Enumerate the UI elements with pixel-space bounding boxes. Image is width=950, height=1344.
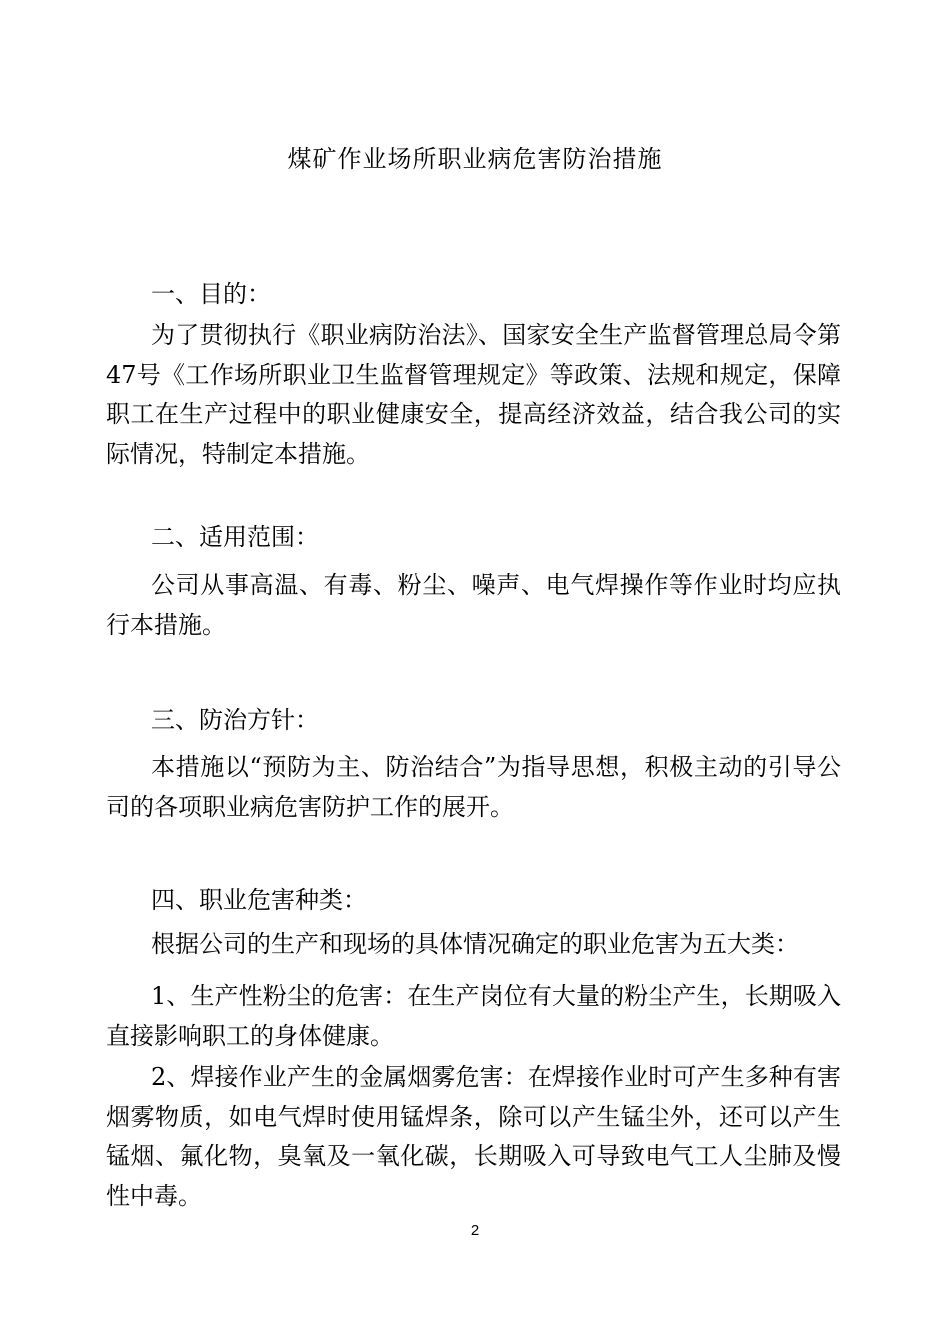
section-heading-purpose: 一、目的： xyxy=(151,280,271,308)
paragraph-purpose: 为了贯彻执行《职业病防治法》、国家安全生产监督管理总局令第47号《工作场所职业卫生监督管理规定》等政策、法规和规定，保障职工在生产过程中的职业健康安全，提高经济效益，结合我公司的实际情况，特制定本措施。 xyxy=(106,321,841,468)
paragraph-hazard-intro: 根据公司的生产和现场的具体情况确定的职业危害为五大类： xyxy=(151,930,799,958)
document-title: 煤矿作业场所职业病危害防治措施 xyxy=(287,145,663,173)
section-heading-hazard-types: 四、职业危害种类： xyxy=(151,886,367,914)
section-heading-policy: 三、防治方针： xyxy=(151,706,319,734)
paragraph-scope: 公司从事高温、有毒、粉尘、噪声、电气焊操作等作业时均应执行本措施。 xyxy=(106,571,841,639)
page-number: 2 xyxy=(470,1222,480,1239)
paragraph-policy: 本措施以“预防为主、防治结合”为指导思想，积极主动的引导公司的各项职业病危害防护工作的展开。 xyxy=(106,753,841,821)
section-heading-scope: 二、适用范围： xyxy=(151,523,319,551)
paragraph-hazard-dust: 1、生产性粉尘的危害：在生产岗位有大量的粉尘产生，长期吸入直接影响职工的身体健康。 xyxy=(106,982,841,1050)
paragraph-hazard-welding: 2、焊接作业产生的金属烟雾危害：在焊接作业时可产生多种有害烟雾物质，如电气焊时使用锰焊条，除可以产生锰尘外，还可以产生锰烟、氟化物，臭氧及一氧化碳，长期吸入可导致电气工人尘肺及慢性中毒。 xyxy=(106,1063,841,1210)
